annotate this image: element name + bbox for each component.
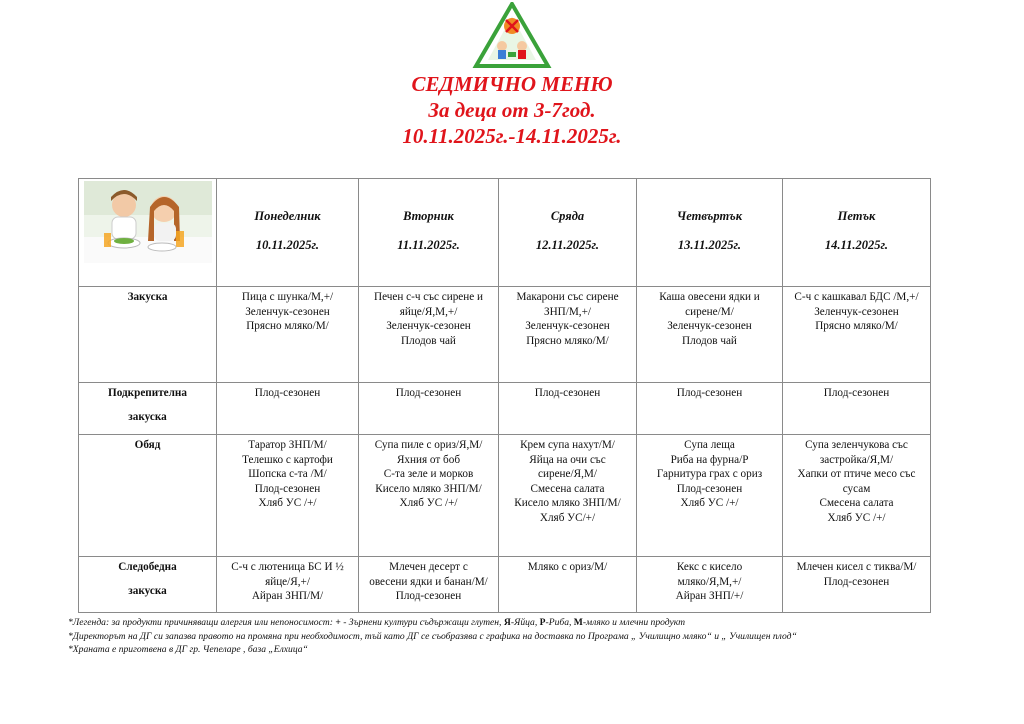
menu-cell: Плод-сезонен bbox=[217, 383, 359, 435]
director-note: *Директорът на ДГ си запазва правото на промяна при необходимост, тъй като ДГ се съобразява с графика на доставка по Програма „ Училищно мляко“ и „ Училищен плод“ bbox=[68, 630, 797, 642]
afternoon-snack-row bbox=[79, 557, 931, 613]
menu-item: С-ч с лютеница БС И ½ bbox=[231, 561, 344, 573]
day-name: Петък bbox=[837, 209, 876, 223]
legend-symbol: Я bbox=[503, 617, 511, 628]
menu-item: овесени ядки и банан/М/ bbox=[369, 575, 488, 588]
menu-item: Шопска с-та /М/ bbox=[248, 468, 327, 481]
menu-item: Плод-сезонен bbox=[254, 482, 321, 495]
menu-item: Зеленчук-сезонен bbox=[525, 320, 610, 333]
menu-subtitle: За деца от 3-7год. bbox=[428, 98, 596, 122]
day-name: Сряда bbox=[550, 209, 585, 223]
menu-item: Печен с-ч със сирене и bbox=[373, 291, 484, 303]
menu-item: Гарнитура грах с ориз bbox=[656, 468, 763, 481]
day-header-wednesday bbox=[499, 179, 637, 287]
day-date: 13.11.2025г. bbox=[677, 237, 742, 252]
menu-item: Риба на фурна/Р bbox=[670, 453, 749, 466]
menu-cell bbox=[217, 557, 359, 613]
row-label-afternoon bbox=[79, 557, 217, 613]
row-label-line: закуска bbox=[128, 584, 167, 597]
day-header-monday bbox=[217, 179, 359, 287]
menu-item: Хляб УС /+/ bbox=[827, 511, 886, 524]
menu-cell bbox=[637, 287, 783, 383]
day-name: Четвъртък bbox=[676, 209, 743, 223]
menu-item: Таратор ЗНП/М/ bbox=[248, 439, 327, 451]
photo-cell bbox=[79, 179, 217, 287]
menu-title: СЕДМИЧНО МЕНЮ bbox=[411, 72, 613, 96]
day-date: 11.11.2025г. bbox=[397, 237, 460, 252]
row-label-lunch: Обяд bbox=[79, 435, 217, 557]
legend-text: -Яйца, bbox=[510, 617, 538, 628]
row-label-breakfast: Закуска bbox=[79, 287, 217, 383]
row-label-line: закуска bbox=[128, 410, 167, 423]
footnotes bbox=[68, 616, 797, 657]
menu-item: Хляб УС /+/ bbox=[680, 497, 739, 510]
menu-cell bbox=[359, 557, 499, 613]
day-date: 14.11.2025г. bbox=[824, 237, 889, 252]
menu-item: Зеленчук-сезонен bbox=[245, 305, 330, 318]
menu-item: Прясно мляко/М/ bbox=[526, 334, 609, 347]
menu-cell bbox=[359, 287, 499, 383]
menu-cell: Плод-сезонен bbox=[499, 383, 637, 435]
menu-item: сусам bbox=[842, 482, 871, 495]
menu-cell bbox=[783, 287, 931, 383]
menu-cell bbox=[359, 435, 499, 557]
menu-item: Плодов чай bbox=[401, 334, 456, 347]
row-label-snack bbox=[79, 383, 217, 435]
legend-text: -мляко и млечни продукт bbox=[582, 617, 686, 628]
menu-cell bbox=[499, 435, 637, 557]
menu-item: Прясно мляко/М/ bbox=[246, 320, 329, 333]
menu-item: Хляб УС/+/ bbox=[539, 511, 596, 524]
legend-text: -Риба, bbox=[545, 617, 572, 628]
menu-cell bbox=[499, 557, 637, 613]
day-header-tuesday bbox=[359, 179, 499, 287]
menu-item: мляко/Я,М,+/ bbox=[677, 575, 742, 588]
menu-cell bbox=[217, 287, 359, 383]
breakfast-row bbox=[79, 287, 931, 383]
menu-item: ЗНП/М,+/ bbox=[543, 305, 592, 318]
menu-item: Зеленчук-сезонен bbox=[667, 320, 752, 333]
menu-item: Хляб УС /+/ bbox=[258, 497, 317, 510]
day-header-thursday bbox=[637, 179, 783, 287]
day-date: 10.11.2025г. bbox=[255, 237, 320, 252]
menu-item: Айран ЗНП/+/ bbox=[675, 590, 744, 603]
legend-note bbox=[68, 616, 797, 630]
legend-text: - Зърнени култури съдържащи глутен, bbox=[340, 617, 502, 628]
legend-symbol: М bbox=[573, 617, 583, 628]
menu-item: Супа зеленчукова със bbox=[805, 439, 908, 451]
menu-item: Пица с шунка/М,+/ bbox=[241, 291, 334, 303]
menu-item: Зеленчук-сезонен bbox=[814, 305, 899, 318]
menu-item: застройка/Я,М/ bbox=[819, 453, 894, 466]
menu-cell bbox=[637, 557, 783, 613]
menu-item: С-та зеле и морков bbox=[383, 468, 474, 481]
row-label-line: Следобедна bbox=[118, 561, 177, 573]
menu-cell bbox=[783, 557, 931, 613]
menu-item: Плодов чай bbox=[682, 334, 737, 347]
menu-cell: Плод-сезонен bbox=[637, 383, 783, 435]
menu-item: Мляко с ориз/М/ bbox=[527, 561, 608, 573]
kindergarten-logo bbox=[472, 2, 552, 70]
menu-item: Смесена салата bbox=[530, 482, 605, 495]
menu-item: Кекс с кисело bbox=[676, 561, 743, 573]
menu-item: Хляб УС /+/ bbox=[399, 497, 458, 510]
menu-cell: Плод-сезонен bbox=[783, 383, 931, 435]
menu-item: Яхния от боб bbox=[396, 453, 461, 466]
day-date: 12.11.2025г. bbox=[535, 237, 600, 252]
menu-item: Макарони със сирене bbox=[516, 291, 619, 303]
menu-item: Млечен кисел с тиква/М/ bbox=[796, 561, 917, 573]
menu-item: сирене/Я,М/ bbox=[538, 468, 597, 481]
children-eating-photo bbox=[84, 181, 212, 263]
legend-symbol: + bbox=[335, 617, 341, 628]
day-header-friday bbox=[783, 179, 931, 287]
kitchen-note: *Храната е приготвена в ДГ гр. Чепеларе , база „Елхица“ bbox=[68, 644, 308, 655]
legend-symbol: Р bbox=[539, 617, 546, 628]
menu-item: Супа леща bbox=[684, 439, 735, 451]
menu-item: Крем супа нахут/М/ bbox=[520, 439, 615, 451]
menu-item: Супа пиле с ориз/Я,М/ bbox=[374, 439, 483, 451]
menu-item: яйце/Я,+/ bbox=[265, 575, 310, 588]
menu-item: С-ч с кашкавал БДС /М,+/ bbox=[794, 291, 919, 303]
menu-date-range: 10.11.2025г.-14.11.2025г. bbox=[402, 124, 622, 148]
menu-item: Зеленчук-сезонен bbox=[386, 320, 471, 333]
menu-item: Кисело мляко ЗНП/М/ bbox=[514, 497, 621, 510]
menu-cell bbox=[217, 435, 359, 557]
menu-item: Хапки от птиче месо със bbox=[797, 468, 916, 481]
snack-row bbox=[79, 383, 931, 435]
legend-prefix: *Легенда: за продукти причиняващи алергия или непоносимост: bbox=[68, 617, 333, 628]
menu-cell: Плод-сезонен bbox=[359, 383, 499, 435]
day-name: Понеделник bbox=[254, 209, 321, 223]
lunch-row bbox=[79, 435, 931, 557]
menu-item: Млечен десерт с bbox=[389, 561, 468, 573]
menu-item: Айран ЗНП/М/ bbox=[251, 590, 324, 603]
menu-item: яйце/Я,М,+/ bbox=[399, 305, 458, 318]
menu-item: Прясно мляко/М/ bbox=[815, 320, 898, 333]
days-header-row bbox=[79, 179, 931, 287]
menu-cell bbox=[499, 287, 637, 383]
menu-item: Каша овесени ядки и bbox=[659, 291, 760, 303]
row-label-line: Подкрепителна bbox=[108, 387, 187, 399]
menu-item: Плод-сезонен bbox=[395, 590, 462, 603]
menu-item: сирене/М/ bbox=[685, 305, 734, 318]
menu-item: Плод-сезонен bbox=[676, 482, 743, 495]
weekly-menu-table bbox=[78, 178, 931, 613]
menu-item: Телешко с картофи bbox=[242, 453, 333, 466]
menu-item: Кисело мляко ЗНП/М/ bbox=[375, 482, 482, 495]
menu-cell bbox=[637, 435, 783, 557]
menu-item: Яйца на очи със bbox=[529, 453, 606, 466]
day-name: Вторник bbox=[403, 209, 454, 223]
menu-item: Плод-сезонен bbox=[823, 575, 890, 588]
menu-item: Смесена салата bbox=[819, 497, 894, 510]
menu-cell bbox=[783, 435, 931, 557]
